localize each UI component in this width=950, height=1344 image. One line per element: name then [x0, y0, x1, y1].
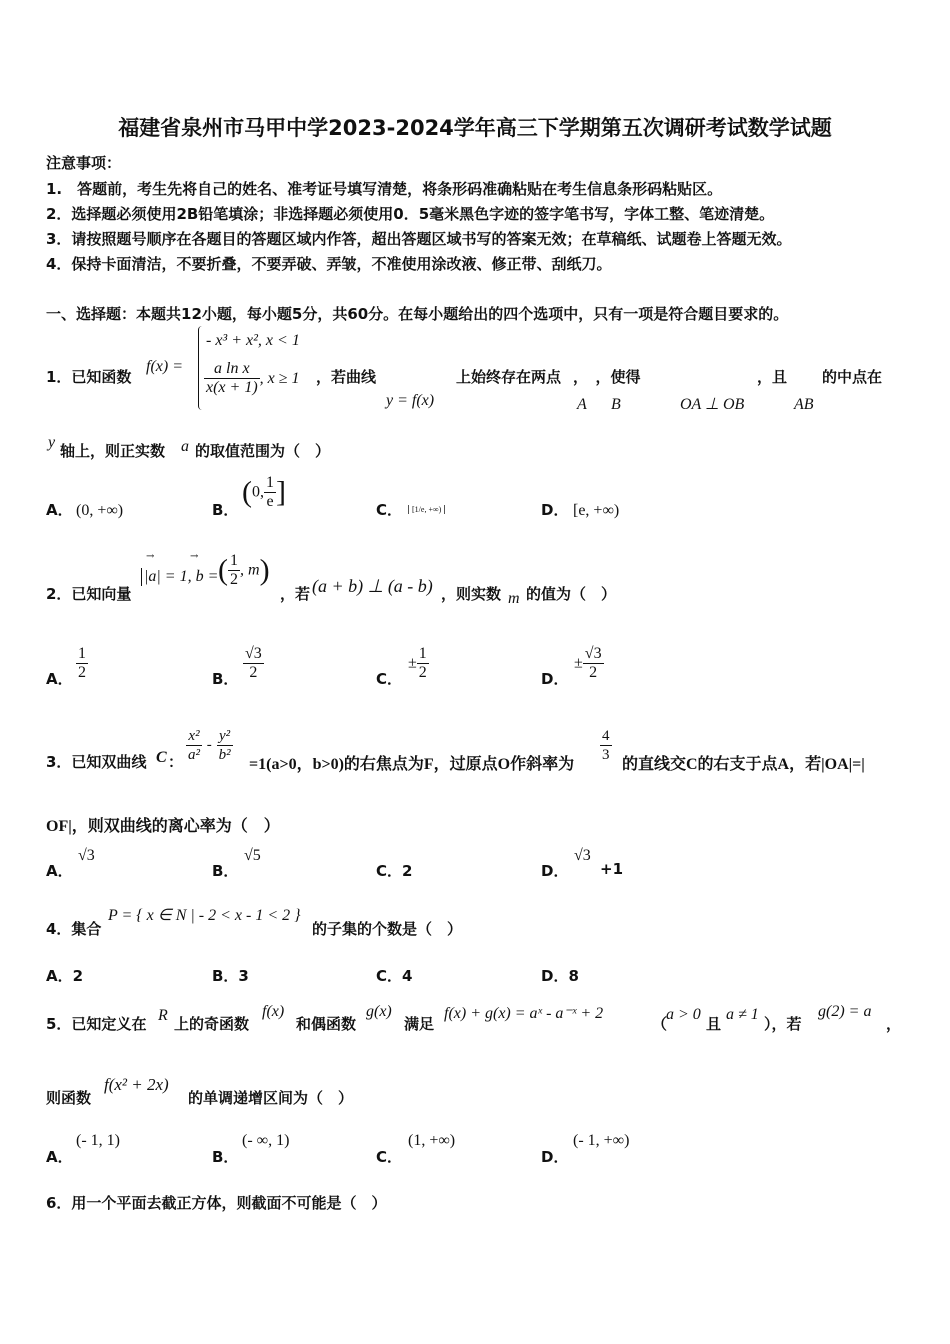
q2-option-b-label[interactable]: B．	[212, 670, 239, 688]
q2-option-a-label[interactable]: A．	[46, 670, 73, 688]
q1-case2-den: x(x + 1)	[206, 379, 258, 396]
q2-option-a-den: 2	[78, 664, 86, 681]
q5-a4: （	[652, 1015, 668, 1033]
q5-a6: ），若	[764, 1015, 802, 1033]
q4-tail: 的子集的个数是（ ）	[312, 920, 463, 938]
q2-option-d	[574, 645, 604, 682]
q2-option-c-label[interactable]: C．	[376, 670, 403, 688]
q2-vb-num: 1	[230, 552, 238, 569]
q3-slope	[600, 727, 612, 764]
q2-option-d-num: √3	[584, 645, 602, 662]
q2-option-a-num: 1	[78, 645, 86, 662]
q1-curve: y = f(x)	[386, 392, 435, 409]
q1-case2-tail: , x ≥ 1	[259, 370, 300, 387]
q1-mid5: 的中点在	[822, 368, 883, 386]
q1-fx: f(x) =	[146, 358, 183, 375]
q2-option-b	[243, 645, 264, 682]
notice-heading: 注意事项：	[46, 154, 122, 172]
q3-y2: y²	[217, 727, 233, 746]
q2-arrow-b: →	[190, 551, 199, 562]
q5-r: R	[158, 1007, 168, 1024]
q5-option-b-label[interactable]: B．	[212, 1148, 239, 1166]
notice-item: 4．保持卡面清洁，不要折叠，不要弄破、弄皱，不准使用涂改液、修正带、刮纸刀。	[46, 255, 612, 273]
q4-option-c[interactable]: C．4	[376, 967, 413, 985]
q1-line2b: 的取值范围为（ ）	[195, 442, 331, 460]
q5-option-d-label[interactable]: D．	[541, 1148, 569, 1166]
q1-line2a: 轴上，则正实数	[60, 442, 166, 460]
q3-option-d-label[interactable]: D．	[541, 862, 569, 880]
q3-option-d-suffix: +1	[600, 860, 624, 878]
q4-option-d[interactable]: D．8	[541, 967, 579, 985]
q5-line2-math: f(x² + 2x)	[104, 1075, 169, 1094]
q4-option-b[interactable]: B．3	[212, 967, 249, 985]
q3-option-d: √3	[574, 847, 591, 864]
q5-option-d: (- 1, +∞)	[573, 1132, 630, 1149]
page-title: 福建省泉州市马甲中学2023-2024学年高三下学期第五次调研考试数学试题	[118, 116, 832, 140]
q1-option-d: [e, +∞)	[573, 502, 620, 519]
q3-a2: a²	[188, 747, 200, 763]
q3-slope-num: 4	[602, 728, 610, 744]
q3-option-b-label[interactable]: B．	[212, 862, 239, 880]
q5-option-a: (- 1, 1)	[76, 1132, 120, 1149]
notice-item: 2．选择题必须使用2B铅笔填涂；非选择题必须使用0．5毫米黑色字迹的签字笔书写，字体工整、笔迹清楚。	[46, 205, 775, 223]
q5-option-c: (1, +∞)	[408, 1132, 456, 1149]
q1-option-b: (0, $\frac{1}{e}$ ]	[242, 474, 286, 510]
q1-option-a: (0, +∞)	[76, 502, 124, 519]
q5-fx: f(x)	[262, 1003, 285, 1020]
q5-a5: 且	[706, 1015, 722, 1033]
q1-var-a: a	[181, 438, 189, 455]
q1-case1: - x³ + x², x < 1	[206, 332, 300, 349]
q2-option-b-num: √3	[245, 645, 262, 662]
q5-g2: g(2) = a	[818, 1003, 872, 1020]
q3-option-b: √5	[244, 847, 261, 864]
q2-pre: 2．已知向量	[46, 585, 132, 603]
q4-set: P = { x ∈ N | - 2 < x - 1 < 2 }	[108, 907, 301, 924]
q3-option-a: √3	[78, 847, 95, 864]
q3-minus: -	[206, 737, 212, 753]
q2-vector-a: |a| = 1, b =	[141, 568, 218, 586]
q2-var-m: m	[508, 590, 520, 607]
q5-option-b: (- ∞, 1)	[242, 1132, 290, 1149]
q3-tail: 的直线交C的右支于点A，若|OA|=|	[622, 756, 865, 773]
q2-condition: (a + b) ⊥ (a - b)	[312, 576, 433, 596]
q5-a2: 和偶函数	[296, 1015, 357, 1033]
q4-pre: 4．集合	[46, 920, 102, 938]
q5-line2-tail: 的单调递增区间为（ ）	[188, 1089, 354, 1107]
q3-x2: x²	[186, 727, 202, 746]
q5-pre: 5．已知定义在	[46, 1015, 147, 1033]
q2-tail: 的值为（ ）	[526, 585, 617, 603]
q3-line2: OF|，则双曲线的离心率为（ ）	[46, 818, 280, 835]
q3-eq: =1(a>0，b>0)的右焦点为F，过原点O作斜率为	[249, 756, 575, 773]
q1-option-b-num: 1	[266, 474, 274, 491]
q5-a7: ，	[886, 1015, 902, 1033]
q2-option-b-den: 2	[249, 664, 258, 681]
q5-a1: 上的奇函数	[174, 1015, 250, 1033]
q5-gx: g(x)	[366, 1003, 392, 1020]
q2-vb-den: 2	[230, 571, 238, 588]
q2-option-d-den: 2	[589, 664, 598, 681]
q2-option-a	[76, 645, 88, 682]
q2-mid: ，若	[280, 585, 311, 603]
q2-option-c-den: 2	[418, 664, 427, 681]
q1-option-b-left: 0,	[252, 483, 264, 501]
q1-option-c: [1/e, +∞)	[408, 505, 445, 514]
q2-option-c	[408, 645, 429, 682]
q2-vector-b: ( $\frac{1}{2}$ , m)	[218, 552, 270, 588]
q1-option-c-label[interactable]: C．	[376, 501, 403, 519]
q1-mid4: ，且	[757, 368, 788, 386]
q2-option-c-pm: ±	[408, 654, 417, 672]
q2-arrow-a: →	[146, 551, 155, 562]
q1-mid3: ， ，使得	[573, 368, 641, 386]
q1-var-y: y	[48, 434, 56, 451]
q3-option-a-label[interactable]: A．	[46, 862, 73, 880]
q1-brace	[198, 326, 202, 410]
q1-point-b: B	[611, 396, 621, 413]
q1-perp: OA ⊥ OB	[680, 396, 745, 413]
q3-c: C	[156, 749, 167, 766]
q1-point-a: A	[577, 396, 587, 413]
q1-option-b-den: e	[266, 493, 274, 510]
q5-cond2: a ≠ 1	[726, 1006, 759, 1023]
q1-option-a-label[interactable]: A．	[46, 501, 73, 519]
q3-equation	[186, 727, 233, 764]
q1-pre: 1．已知函数	[46, 368, 132, 386]
q2-vb-tail: , m	[240, 561, 260, 579]
q3-b2: b²	[218, 747, 231, 763]
q5-equation: f(x) + g(x) = aˣ - a⁻ˣ + 2	[444, 1005, 604, 1022]
q1-mid2: 上始终存在两点	[456, 368, 562, 386]
q1-case2-num: a ln x	[204, 360, 260, 379]
q3-pre: 3．已知双曲线	[46, 753, 147, 771]
question-6: 6．用一个平面去截正方体，则截面不可能是（ ）	[46, 1194, 387, 1212]
q3-slope-den: 3	[602, 747, 610, 763]
section-heading: 一、选择题：本题共12小题，每小题5分，共60分。在每小题给出的四个选项中，只有一项是符合题目要求的。	[46, 305, 789, 323]
q1-segment: AB	[794, 396, 814, 413]
q1-option-b-label[interactable]: B．	[212, 501, 239, 519]
q5-line2-pre: 则函数	[46, 1089, 92, 1107]
q1-option-d-label[interactable]: D．	[541, 501, 569, 519]
q5-option-a-label[interactable]: A．	[46, 1148, 73, 1166]
q5-cond1: a > 0	[666, 1006, 701, 1023]
q4-option-a[interactable]: A．2	[46, 967, 84, 985]
q5-a3: 满足	[404, 1015, 435, 1033]
q1-case2	[204, 360, 300, 397]
q2-option-c-num: 1	[418, 645, 427, 662]
q1-mid1: ，若曲线	[316, 368, 377, 386]
notice-item: 3．请按照题号顺序在各题目的答题区域内作答，超出答题区域书写的答案无效；在草稿纸、试题卷上答题无效。	[46, 230, 792, 248]
q2-option-d-pm: ±	[574, 654, 583, 672]
q2-option-d-label[interactable]: D．	[541, 670, 569, 688]
notice-item: 1. 答题前，考生先将自己的姓名、准考证号填写清楚，将条形码准确粘贴在考生信息条形码粘贴区。	[46, 180, 723, 198]
q3-colon: ：	[168, 753, 184, 771]
q3-option-c-label[interactable]: C．2	[376, 862, 413, 880]
q2-mid2: ，则实数	[441, 585, 502, 603]
q5-option-c-label[interactable]: C．	[376, 1148, 403, 1166]
